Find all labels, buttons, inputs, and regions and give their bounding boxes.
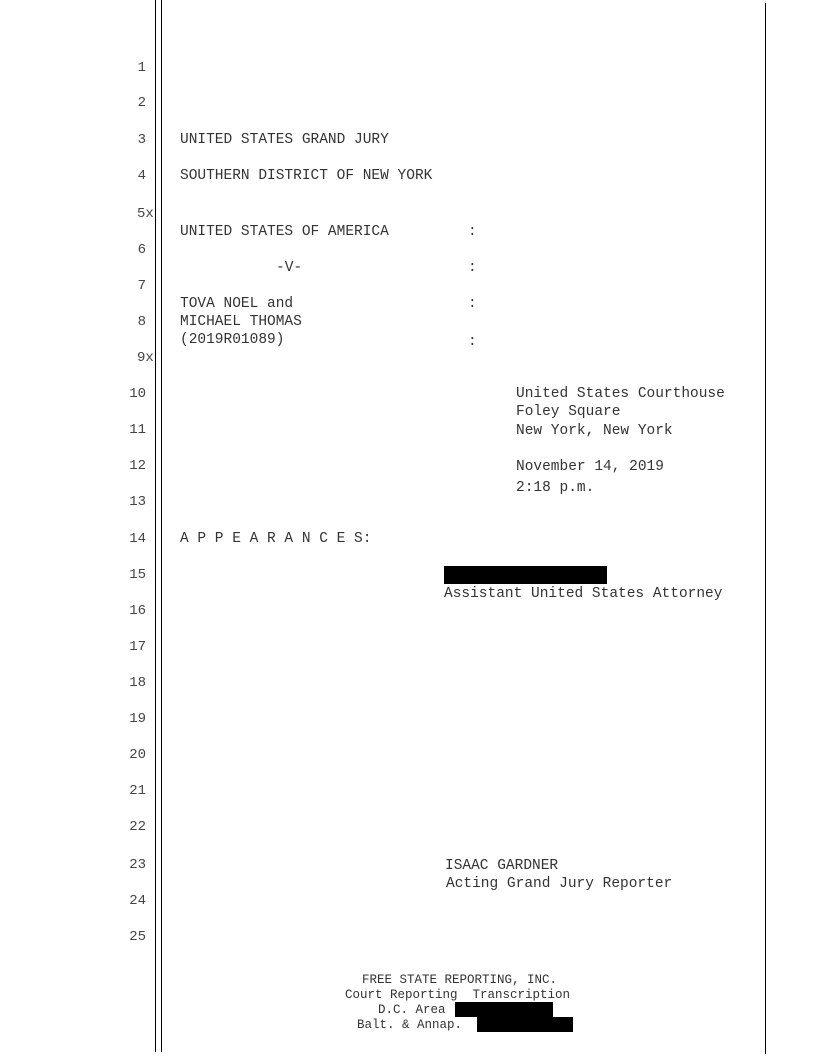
line-number: 21 <box>129 783 146 799</box>
line-number: 20 <box>129 747 146 763</box>
line-number: 22 <box>129 819 146 835</box>
line-number: 7 <box>137 278 146 294</box>
line-number: 15 <box>129 567 146 583</box>
line-number: 3 <box>137 132 146 148</box>
versus-label: -V- <box>276 260 303 276</box>
line-number: 25 <box>129 929 146 945</box>
line-number: 8 <box>137 314 146 330</box>
line-number: 13 <box>129 494 146 510</box>
line-number: 12 <box>129 458 146 474</box>
line-number: 14 <box>129 531 146 547</box>
right-margin-rule <box>765 3 766 1054</box>
left-margin-rule-outer <box>155 0 156 1052</box>
line-number: 6 <box>137 242 146 258</box>
attorney-title: Assistant United States Attorney <box>444 586 723 602</box>
plaintiff-name: UNITED STATES OF AMERICA <box>180 224 389 240</box>
line-number: 4 <box>137 168 146 184</box>
line-number: 18 <box>129 675 146 691</box>
line-number: 1 <box>137 60 146 76</box>
courthouse-name: United States Courthouse <box>516 386 725 402</box>
line-number: 19 <box>129 711 146 727</box>
caption-colon: : <box>468 260 477 276</box>
reporter-name: ISAAC GARDNER <box>445 858 559 874</box>
courthouse-street: Foley Square <box>516 404 621 420</box>
redacted-balt-phone <box>477 1017 573 1032</box>
line-number: 11 <box>129 422 146 438</box>
footer-balt-label: Balt. & Annap. <box>357 1018 463 1032</box>
line-number: 2 <box>137 95 146 111</box>
caption-colon: : <box>468 334 477 350</box>
line-number: 23 <box>129 857 146 873</box>
appearances-heading: A P P E A R A N C E S: <box>180 531 372 547</box>
defendant-name-2: MICHAEL THOMAS <box>180 314 302 330</box>
redacted-attorney-name <box>444 566 607 584</box>
hearing-time: 2:18 p.m. <box>516 480 595 496</box>
line-number: 16 <box>129 603 146 619</box>
footer-services: Court Reporting Transcription <box>345 988 571 1002</box>
court-district: SOUTHERN DISTRICT OF NEW YORK <box>180 168 433 184</box>
line-number: 17 <box>129 639 146 655</box>
hearing-date: November 14, 2019 <box>516 459 664 475</box>
redacted-dc-phone <box>455 1002 553 1017</box>
defendant-name-1: TOVA NOEL and <box>180 296 294 312</box>
line-number: 10 <box>129 386 146 402</box>
courthouse-city: New York, New York <box>516 423 673 439</box>
line-number: 5x <box>137 206 154 222</box>
line-number: 24 <box>129 893 146 909</box>
left-margin-rule-inner <box>161 0 162 1052</box>
caption-colon: : <box>468 296 477 312</box>
line-number: 9x <box>137 350 154 366</box>
caption-colon: : <box>468 224 477 240</box>
court-name: UNITED STATES GRAND JURY <box>180 132 389 148</box>
footer-dc-label: D.C. Area <box>378 1003 446 1017</box>
footer-company: FREE STATE REPORTING, INC. <box>362 973 558 987</box>
case-number: (2019R01089) <box>180 332 285 348</box>
reporter-title: Acting Grand Jury Reporter <box>446 876 673 892</box>
